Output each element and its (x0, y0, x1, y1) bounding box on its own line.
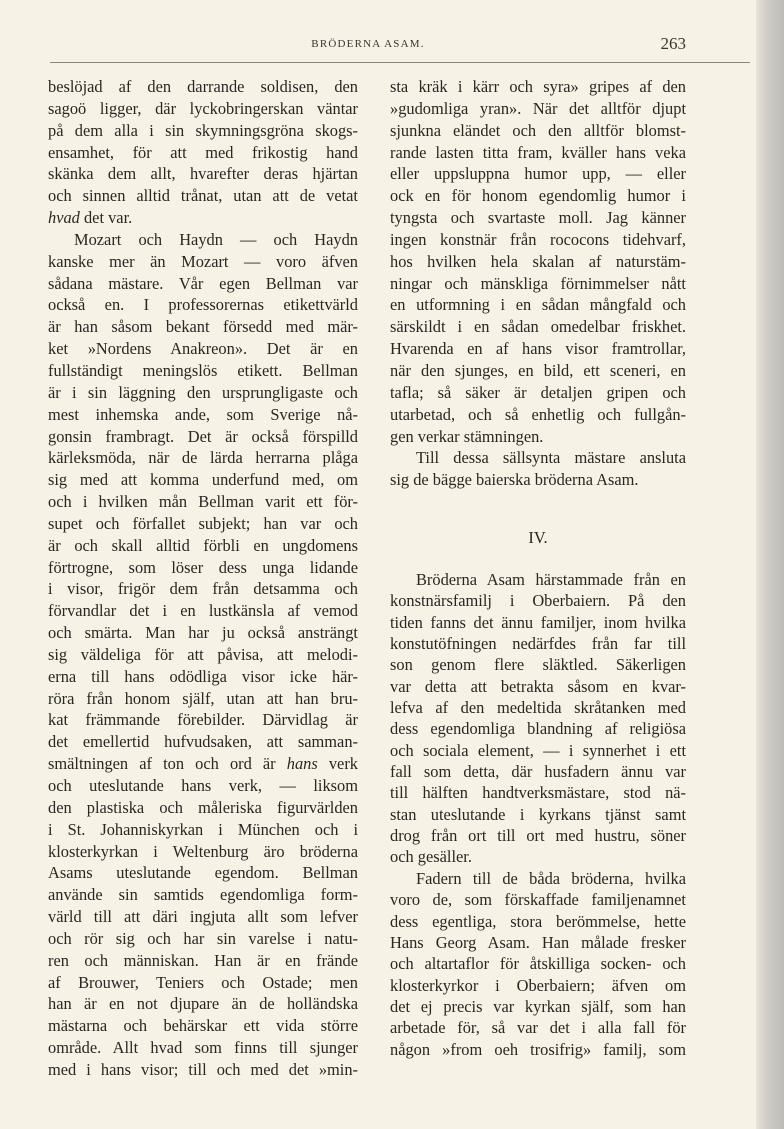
text-line: mest inhemska ande, som Sverige nå- (48, 404, 358, 424)
text-line: och uteslutande hans verk, — liksom (48, 776, 358, 795)
text-line: sig väldeliga för att påvisa, att melodi- (48, 644, 358, 664)
text-line: rande lasten titta fram, kväller hans veka (390, 142, 686, 162)
text-line: stan uteslutande i kyrkans tjänst samt (390, 804, 686, 824)
text-line: röra från honom själf, utan att han bru- (48, 688, 358, 708)
text-line: Mozart och Haydn — och Haydn (74, 229, 358, 249)
text-line (48, 753, 358, 775)
text-line: och smärta. Man har ju också ansträngt (48, 623, 358, 643)
text-line: den plastiska och måleriska figurvärlden (48, 797, 358, 817)
text-line: på dem alla i sin skymningsgröna skogs- (48, 120, 358, 140)
text-line: arbetade för, så var det i alla fall för (390, 1018, 686, 1038)
text-line: och sociala element, — i synnerhet i ett (390, 740, 686, 760)
text-line: Hvarenda en af hans visor framtrollar, (390, 339, 686, 359)
text-line: i St. Johanniskyrkan i München och i (48, 819, 358, 839)
text-segment: verk (317, 754, 358, 774)
text-line: någon »from oeh trosifrig» familj, som (390, 1039, 686, 1059)
text-line: det emellertid hufvudsaken, att samman- (48, 732, 358, 752)
text-line: eller uppsluppna humor upp, — eller (390, 164, 686, 184)
text-line: sig de bägge baierska bröderna Asam. (390, 470, 639, 490)
italic-word: hvad (48, 208, 80, 228)
text-line: gen verkar stämningen. (390, 426, 544, 446)
text-line: fullständigt meningslös etikett. Bellman (48, 360, 358, 380)
text-line: kärleksmöda, när de lärda herrarna plåga (48, 448, 358, 468)
text-line: och gesäller. (390, 847, 472, 867)
text-line: är han såsom bekant försedd med mär- (48, 317, 358, 337)
text-line: och i hvilken mån Bellman varit ett för- (48, 492, 358, 512)
italic-word: hans (286, 754, 318, 774)
text-line: erna till hans odödliga visor icke här- (48, 666, 358, 686)
text-line: var detta att betrakta såsom en kvar- (390, 676, 686, 696)
text-line: Bröderna Asam härstammade från en (416, 570, 686, 589)
text-line: sjunkna eländet och den alltför blomst- (390, 120, 686, 140)
text-line: ningar och mänskliga förnimmelser nått (390, 273, 686, 293)
text-line: dess egendomliga blandning af religiösa (390, 719, 686, 739)
section-heading: IV. (528, 528, 548, 547)
text-line: det ej precis var kyrkan själf, som han (390, 996, 686, 1016)
text-line: dess egentliga, stora berömmelse, hette (390, 911, 686, 931)
text-line: klosterkyrkor i Oberbaiern; äfven om (390, 975, 686, 995)
text-line: tafla; så säker är detaljen gripen och (390, 382, 686, 402)
text-line: son genom flere släktled. Säkerligen (390, 655, 686, 675)
text-line (48, 207, 358, 229)
text-line: sta kräk i kärr och syra» gripes af den (390, 77, 686, 96)
text-line: mästarna och behärskar ett vida större (48, 1016, 358, 1036)
text-line: och sinnen alltid trånat, utan att de vetat (48, 186, 358, 206)
text-segment: smältningen af ton och ord är (48, 754, 287, 774)
right-column-bottom (390, 569, 686, 1060)
left-column (48, 76, 358, 1081)
text-line: med i hans visor; till och med det »min- (48, 1059, 358, 1079)
text-line: lefva af den medeltida skråtanken med (390, 698, 686, 718)
paragraph (390, 447, 686, 491)
text-line: tiden fanns det ännu familjer, inom hvilka (390, 612, 686, 632)
text-line: tyngsta och svartaste moll. Jag känner (390, 208, 686, 228)
text-line: hos hvilken hela skalan af naturstäm- (390, 251, 686, 271)
text-line: han är en not djupare än de holländska (48, 994, 358, 1014)
paragraph (390, 569, 686, 868)
text-line: förtrogne, som löser dess unga lidande (48, 557, 358, 577)
text-line: ock en för honom egendomlig humor i (390, 186, 686, 206)
text-line: Fadern till de båda bröderna, hvilka (416, 868, 686, 888)
text-line: ket »Nordens Anakreon». Det är en (48, 339, 358, 359)
text-line: »gudomliga yran». När det alltför djupt (390, 98, 686, 118)
text-line: sig med att komma underfund med, om (48, 470, 358, 490)
header-rule (50, 62, 750, 63)
text-line: Asams uteslutande egendom. Bellman (48, 863, 358, 883)
text-line: sådana mästare. Vår egen Bellman var (48, 273, 358, 293)
text-line: område. Allt hvad som finns till sjunger (48, 1038, 358, 1058)
text-line: också en. I professorernas etikettvärld (48, 295, 358, 315)
text-line: voro de, som förskaffade familjenamnet (390, 890, 686, 910)
text-line: gonsin frambragt. Det är också förspilld (48, 426, 358, 446)
text-line: beslöjad af den darrande soldisen, den (48, 77, 358, 96)
text-line: kat främmande förebilder. Därvidlag är (48, 710, 358, 730)
text-line: värld till att däri ingjuta allt som lefver (48, 907, 358, 927)
text-line: och rör sig och har sin varelse i natu- (48, 928, 358, 948)
running-title: BRÖDERNA ASAM. (311, 38, 425, 50)
text-line: en utformning i en sådan mångfald och (390, 295, 686, 315)
paragraph (48, 229, 358, 1081)
text-line: till hälften handtverksmästare, stod nä- (390, 783, 686, 803)
page-edge-shadow (756, 0, 784, 1129)
text-line: skänka dem allt, hvarefter deras hjärtan (48, 164, 358, 184)
text-line: ingen konstnär från rococons tidehvarf, (390, 229, 686, 249)
text-line: sagoö ligger, där lyckobringerskan väntar (48, 98, 358, 118)
text-line: särskildt i en sådan omedelbar friskhet. (390, 317, 686, 337)
text-line: är i sin läggning den ursprungligaste och (48, 382, 358, 402)
text-line: drog från ort till ort med hustru, söner (390, 826, 686, 846)
text-line: när den sjunges, en bild, ett sceneri, en (390, 360, 686, 380)
text-line: förvandlar det i en lustkänsla af vemod (48, 601, 358, 621)
text-line: ensamhet, för att med frikostig hand (48, 142, 358, 162)
text-line: supet och förfallet subjekt; han var och (48, 513, 358, 533)
text-line: utarbetad, och så enhetlig och fullgån- (390, 404, 686, 424)
text-line: använde sin samtids egendomliga form- (48, 885, 358, 905)
right-column-top (390, 76, 686, 491)
text-line: konstutöfningen nedärfdes från far till (390, 634, 686, 654)
text-line: och altartaflor för åtskilliga socken- och (390, 954, 686, 974)
text-line: Hans Georg Asam. Han målade fresker (390, 932, 686, 952)
text-line: kanske mer än Mozart — voro äfven (48, 251, 358, 271)
paragraph (390, 868, 686, 1060)
page-number: 263 (660, 34, 686, 53)
text-line: ren och människan. Han är en frände (48, 950, 358, 970)
text-line: är och skall alltid förbli en ungdomens (48, 535, 358, 555)
text-line: Till dessa sällsynta mästare ansluta (416, 448, 686, 468)
text-line: i visor, frigör dem från detsamma och (48, 579, 358, 599)
paragraph (48, 76, 358, 229)
text-line: fall som detta, där husfadern ännu var (390, 762, 686, 782)
text-line: konstnärsfamilj i Oberbaiern. På den (390, 591, 686, 611)
paragraph (390, 76, 686, 447)
text-segment: det var. (79, 208, 133, 228)
page-header (50, 34, 686, 62)
text-line: klosterkyrkan i Weltenburg äro bröderna (48, 841, 358, 861)
text-line: af Brouwer, Teniers och Ostade; men (48, 972, 358, 992)
